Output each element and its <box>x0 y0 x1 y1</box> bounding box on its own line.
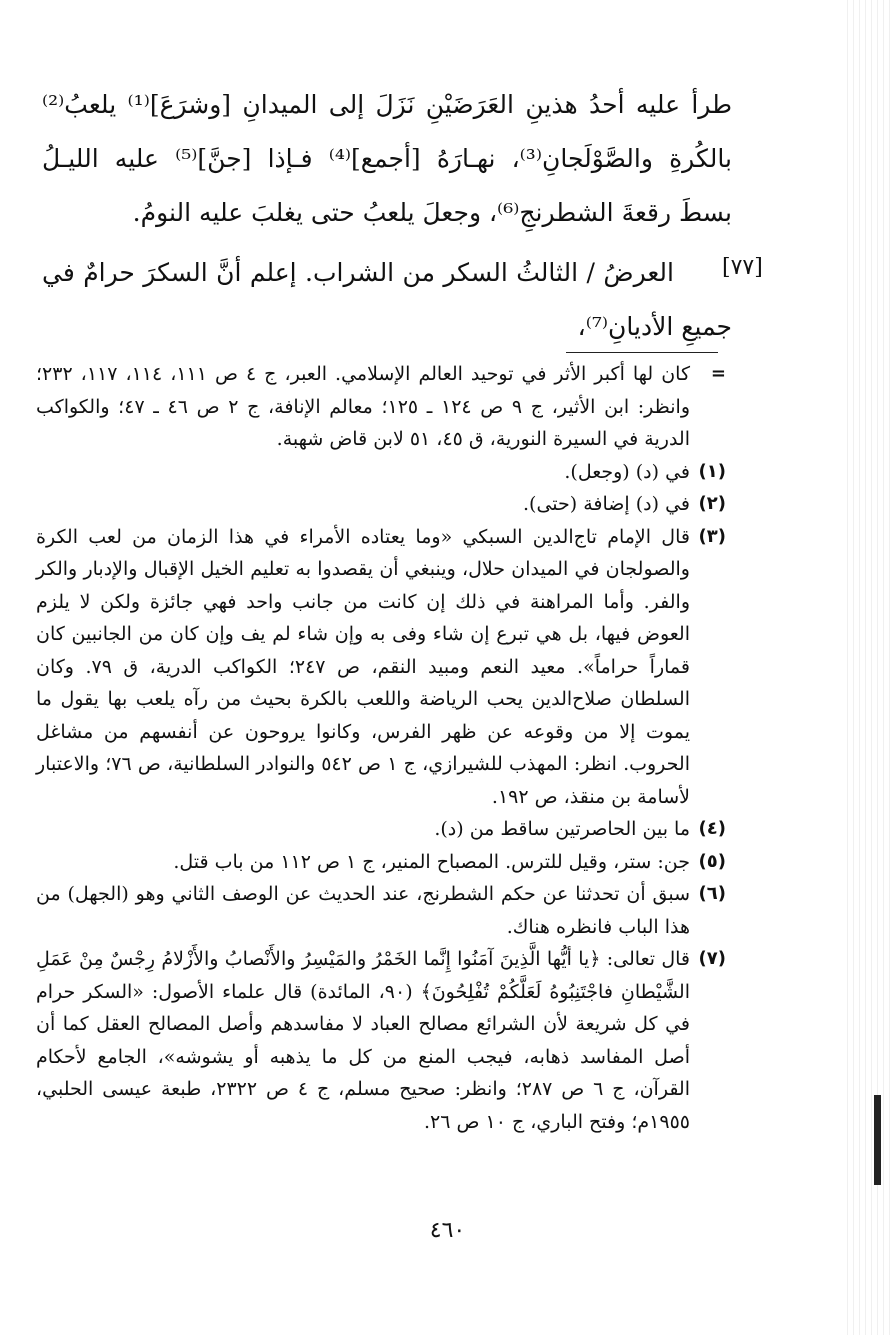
footnote-item <box>36 813 726 846</box>
footnote-number: (٦) <box>698 883 726 904</box>
footnote-item <box>36 488 726 521</box>
footnotes <box>36 358 726 1138</box>
footnote-number: (٣) <box>698 525 726 547</box>
footnote-number: = <box>710 363 726 384</box>
main-paragraph-1: طرأ عليه أحدُ هذينِ العَرَضَيْنِ نَزَلَ إلى الميدانِ [وشرَعَ]⁽¹⁾ يلعبُ⁽²⁾ بالكُرةِ والصَّوْلَجانِ⁽³⁾، نهـارَهُ [أجمع]⁽⁴⁾ فـإذا [جنَّ]⁽⁵⁾ عليه الليـلُ بسطَ رقعةَ الشطرنجِ⁽⁶⁾، وجعلَ يلعبُ حتى يغلبَ عليه النومُ. <box>42 90 732 227</box>
page-number: ٤٦٠ <box>429 1218 466 1243</box>
scan-edge-artifact <box>847 0 895 1335</box>
footnote-item <box>36 943 726 1138</box>
footnote-item <box>36 456 726 489</box>
footnote-item <box>36 878 726 943</box>
footnote-text: كان لها أكبر الأثر في توحيد العالم الإسلامي. العبر، ج ٤ ص ١١١، ١١٤، ١١٧، ٢٣٢؛ وانظر: ابن الأثير، ج ٩ ص ١٢٤ ـ ١٢٥؛ معالم الإنافة، ج ٢ ص ٤٦ ـ ٤٧؛ والكواكب الدرية في السيرة النورية، ق ٤٥، ٥١ لابن قاض شهبة. <box>36 363 690 450</box>
footnote-text: في (د) (وجعل). <box>564 460 690 483</box>
footnote-number: (٧) <box>698 948 726 969</box>
footnote-number: (٢) <box>698 493 726 514</box>
footnote-number: (١) <box>698 460 726 482</box>
footnote-text: سبق أن تحدثنا عن حكم الشطرنج، عند الحديث عن الوصف الثاني وهو (الجهل) من هذا الباب فانظره هناك. <box>36 883 690 938</box>
main-text <box>42 78 732 354</box>
marginal-folio-reference: [٧٧] <box>722 255 763 280</box>
footnote-number: (٤) <box>698 818 726 839</box>
footnote-text: في (د) إضافة (حتى). <box>523 493 690 515</box>
footnote-text: قال الإمام تاج‌الدين السبكي «وما يعتاده الأمراء في هذا الزمان من لعب الكرة والصولجان في الميدان حلال، وينبغي أن يقصدوا به تعليم الخيل الإقبال والإدبار والكر والفر. وأما المراهنة في ذلك إن كانت من جانب واحد فهي جائزة ولكن لا يلزم العوض فيها، بل هي تبرع إن شاء وفى به وإن شاء لم يف وإن كان من الجانبين كان قماراً حراماً». معيد النعم ومبيد النقم، ص ٢٤٧؛ الكواكب الدرية، ق ٧٩. وكان السلطان صلاح‌الدين يحب الرياضة واللعب بالكرة بحيث من رآه يلعب بها يقول ما يموت إلا من وقوعه عن ظهر الفرس، وكانوا يروحون عن أنفسهم من مشاغل الحروب. انظر: المهذب للشيرازي، ج ١ ص ٥٤٢ والنوادر السلطانية، ص ٧٦؛ والاعتبار لأسامة بن منقذ، ص ١٩٢. <box>36 525 690 808</box>
footnote-separator <box>566 352 718 353</box>
footnote-text: جن: ستر، وقيل للترس. المصباح المنير، ج ١ ص ١١٢ من باب قتل. <box>173 850 690 873</box>
footnote-text: ما بين الحاصرتين ساقط من (د). <box>434 818 690 840</box>
footnote-text: قال تعالى: ﴿يا أيُّها الَّذِينَ آمَنُوا إِنَّما الخَمْرُ والمَيْسِرُ والأَنْصابُ والأَزْلامُ رِجْسٌ مِنْ عَمَلِ الشَّيْطانِ فاجْتَنِبُوهُ لَعَلَّكُمْ تُفْلِحُونَ﴾ (٩٠، المائدة) قال علماء الأصول: «السكر حرام في كل شريعة لأن الشرائع مصالح العباد لا مفاسدهم وأصل المصالح العقل كما أن أصل المفاسد ذهابه، فيجب المنع من كل ما يذهبه أو يشوشه»، الجامع لأحكام القرآن، ج ٦ ص ٢٨٧؛ وانظر: صحيح مسلم، ج ٤ ص ٢٣٢٢، طبعة عيسى الحلبي، ١٩٥٥م؛ وفتح الباري، ج ١٠ ص ٢٦. <box>36 948 690 1133</box>
scan-mark-artifact <box>874 1095 881 1185</box>
footnote-item <box>36 846 726 879</box>
footnote-number: (٥) <box>698 850 726 872</box>
footnote-item <box>36 521 726 814</box>
footnote-item <box>36 358 726 456</box>
main-paragraph-2: العرضُ / الثالثُ السكر من الشراب. إعلم أنَّ السكرَ حرامٌ في جميعِ الأديانِ⁽⁷⁾، <box>42 258 732 341</box>
